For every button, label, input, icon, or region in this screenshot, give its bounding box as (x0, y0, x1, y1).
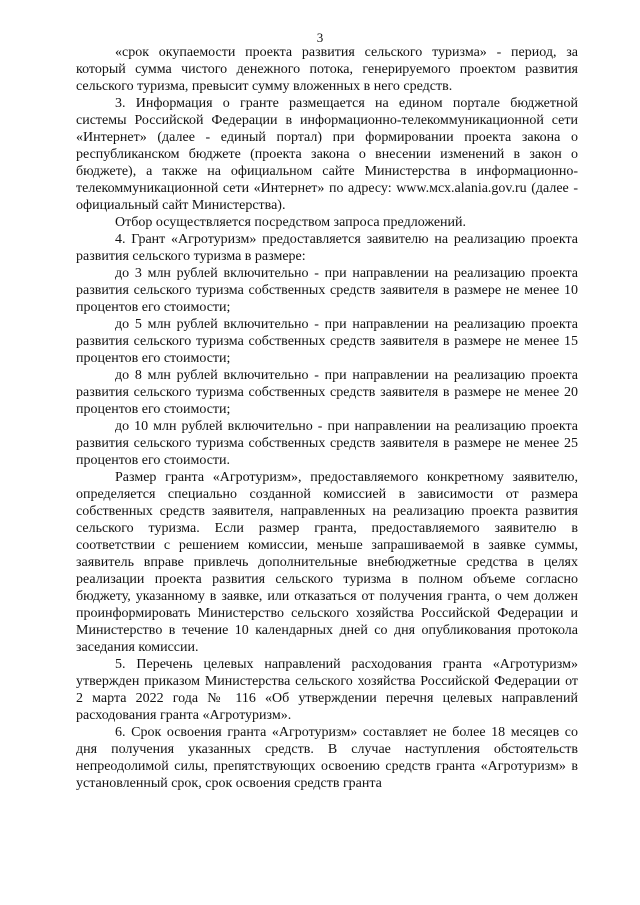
paragraph-tier-8m: до 8 млн рублей включительно - при направлении на реализацию проекта развития сельского туризма собственных средств заявителя в размере не менее 20 процентов его стоимости; (76, 368, 578, 417)
paragraph-tier-3m: до 3 млн рублей включительно - при направлении на реализацию проекта развития сельского туризма собственных средств заявителя в размере не менее 10 процентов его стоимости; (76, 266, 578, 315)
document-body (76, 44, 578, 792)
paragraph-tier-10m: до 10 млн рублей включительно - при направлении на реализацию проекта развития сельского туризма собственных средств заявителя в размере не менее 25 процентов его стоимости. (76, 419, 578, 468)
paragraph-tier-5m: до 5 млн рублей включительно - при направлении на реализацию проекта развития сельского туризма собственных средств заявителя в размере не менее 15 процентов его стоимости; (76, 317, 578, 366)
paragraph-5-target-directions: 5. Перечень целевых направлений расходования гранта «Агротуризм» утвержден приказом Министерства сельского хозяйства Российской Федерации от 2 марта 2022 года № 116 «Об утверждении перечня целевых направлений расходования гранта «Агротуризм». (76, 657, 578, 723)
paragraph-3-grant-info: 3. Информация о гранте размещается на едином портале бюджетной системы Российской Федерации в информационно-телекоммуникационной сети «Интернет» (далее - единый портал) при формировании проекта закона о республиканском бюджете (проекта закона о внесении изменений в закон о бюджете), а также на официальном сайте Министерства в информационно-телекоммуникационной сети «Интернет» по адресу: www.мсх.alania.gov.ru (далее - официальный сайт Министерства). (76, 96, 578, 213)
paragraph-4-grant-amount: 4. Грант «Агротуризм» предоставляется заявителю на реализацию проекта развития сельского туризма в размере: (76, 232, 578, 264)
paragraph-definition-payback: «срок окупаемости проекта развития сельского туризма» - период, за который сумма чистого денежного потока, генерируемого проектом развития сельского туризма, превысит сумму вложенных в него средств. (76, 45, 578, 94)
paragraph-selection-method: Отбор осуществляется посредством запроса предложений. (115, 215, 467, 230)
paragraph-grant-size-commission: Размер гранта «Агротуризм», предоставляемого конкретному заявителю, определяется специально созданной комиссией в зависимости от размера собственных средств заявителя, направленных на реализацию проекта развития сельского туризма. Если размер гранта, предоставляемого заявителю в соответствии с решением комиссии, меньше запрашиваемой в заявке суммы, заявитель вправе привлечь дополнительные внебюджетные средства в целях реализации проекта развития сельского туризма в полном объеме согласно бюджету, указанному в заявке, или отказаться от получения гранта, о чем должен проинформировать Министерство сельского хозяйства Российской Федерации и Министерство в течение 10 календарных дней со дня опубликования протокола заседания комиссии. (76, 470, 578, 655)
paragraph-6-usage-period: 6. Срок освоения гранта «Агротуризм» составляет не более 18 месяцев со дня получения указанных средств. В случае наступления обстоятельств непреодолимой силы, препятствующих освоению средств гранта «Агротуризм» в установленный срок, срок освоения средств гранта (76, 725, 578, 791)
page-number: 3 (316, 30, 324, 45)
